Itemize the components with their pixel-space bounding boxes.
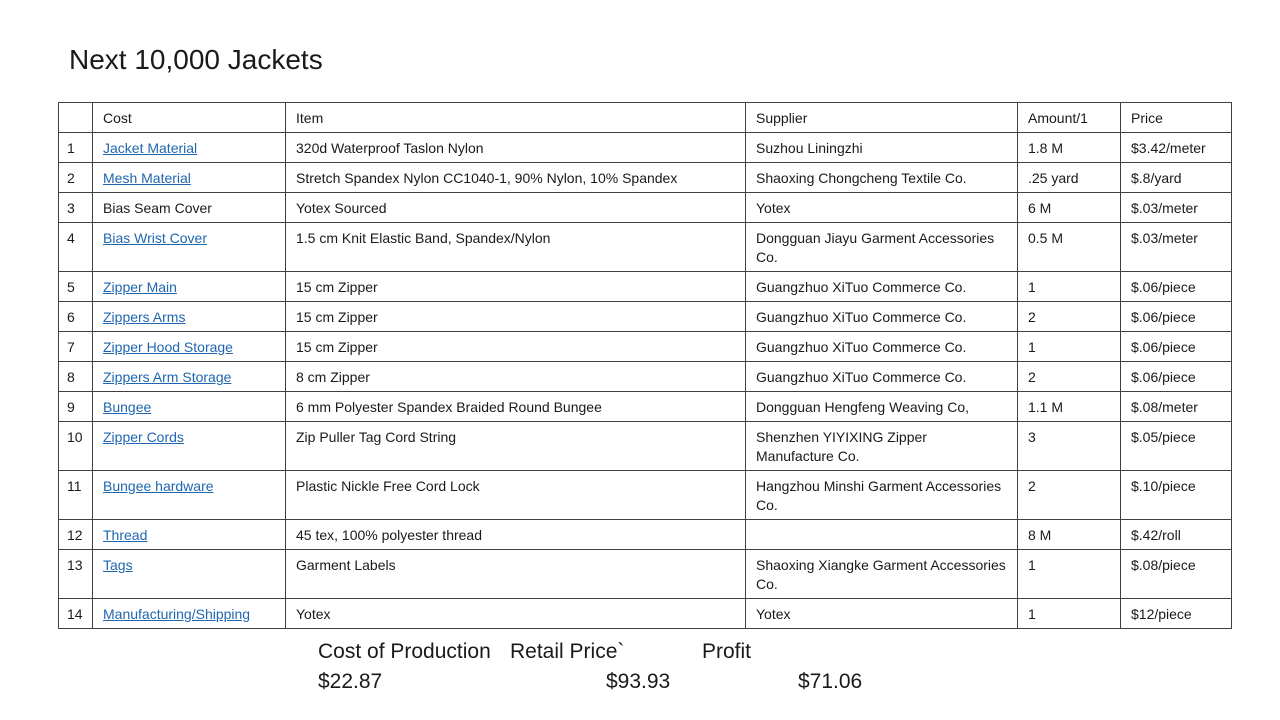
table-row [59, 193, 1232, 223]
table-row [59, 599, 1232, 629]
price-cell: $3.42/meter [1121, 133, 1232, 163]
amount-cell: 2 [1018, 302, 1121, 332]
page-title: Next 10,000 Jackets [69, 44, 323, 75]
amount-cell: 8 M [1018, 520, 1121, 550]
row-number: 8 [59, 362, 93, 392]
item-cell: 8 cm Zipper [286, 362, 746, 392]
table-row [59, 163, 1232, 193]
amount-cell: 2 [1018, 471, 1121, 520]
supplier-cell: Shaoxing Xiangke Garment Accessories Co. [746, 550, 1018, 599]
table-row [59, 392, 1232, 422]
amount-cell: 1 [1018, 550, 1121, 599]
header-cost: Cost [93, 103, 286, 133]
cost-link[interactable]: Bias Wrist Cover [103, 230, 207, 246]
cost-link[interactable]: Manufacturing/Shipping [103, 606, 251, 622]
supplier-cell: Suzhou Liningzhi [746, 133, 1018, 163]
table-row [59, 362, 1232, 392]
profit-label: Profit [702, 640, 752, 663]
header-item: Item [286, 103, 746, 133]
row-number: 6 [59, 302, 93, 332]
price-cell: $.03/meter [1121, 193, 1232, 223]
amount-cell: 3 [1018, 422, 1121, 471]
price-cell: $.03/meter [1121, 223, 1232, 272]
supplier-cell: Dongguan Jiayu Garment Accessories Co. [746, 223, 1018, 272]
amount-cell: 6 M [1018, 193, 1121, 223]
cost-link[interactable]: Jacket Material [103, 140, 198, 156]
cost-cell [93, 520, 286, 550]
row-number: 1 [59, 133, 93, 163]
row-number: 14 [59, 599, 93, 629]
price-cell: $.42/roll [1121, 520, 1232, 550]
supplier-cell [746, 520, 1018, 550]
header-supplier: Supplier [746, 103, 1018, 133]
row-number: 13 [59, 550, 93, 599]
supplier-cell: Guangzhuo XiTuo Commerce Co. [746, 302, 1018, 332]
cost-cell [93, 550, 286, 599]
item-cell: Zip Puller Tag Cord String [286, 422, 746, 471]
price-cell: $.08/piece [1121, 550, 1232, 599]
table-row [59, 133, 1232, 163]
row-number: 4 [59, 223, 93, 272]
row-number: 9 [59, 392, 93, 422]
cost-cell [93, 272, 286, 302]
table-row [59, 550, 1232, 599]
table-header-row [59, 103, 1232, 133]
item-cell: Plastic Nickle Free Cord Lock [286, 471, 746, 520]
header-amount: Amount/1 [1018, 103, 1121, 133]
retail-price-value: $93.93 [606, 670, 671, 693]
cost-cell [93, 362, 286, 392]
table-row [59, 302, 1232, 332]
row-number: 10 [59, 422, 93, 471]
row-number: 5 [59, 272, 93, 302]
table-row [59, 471, 1232, 520]
cost-cell [93, 392, 286, 422]
supplier-cell: Dongguan Hengfeng Weaving Co, [746, 392, 1018, 422]
cost-cell [93, 302, 286, 332]
amount-cell: 1 [1018, 332, 1121, 362]
price-cell: $.08/meter [1121, 392, 1232, 422]
cost-link[interactable]: Zippers Arms [103, 309, 186, 325]
price-cell: $.10/piece [1121, 471, 1232, 520]
cost-cell [93, 133, 286, 163]
cost-link[interactable]: Bungee [103, 399, 152, 415]
amount-cell: 0.5 M [1018, 223, 1121, 272]
item-cell: 15 cm Zipper [286, 272, 746, 302]
supplier-cell: Hangzhou Minshi Garment Accessories Co. [746, 471, 1018, 520]
cost-link[interactable]: Zippers Arm Storage [103, 369, 232, 385]
row-number: 7 [59, 332, 93, 362]
cost-cell [93, 599, 286, 629]
cost-cell [93, 223, 286, 272]
price-cell: $.06/piece [1121, 362, 1232, 392]
item-cell: Yotex Sourced [286, 193, 746, 223]
amount-cell: 1 [1018, 599, 1121, 629]
supplier-cell: Guangzhuo XiTuo Commerce Co. [746, 332, 1018, 362]
cost-link[interactable]: Tags [103, 557, 133, 573]
amount-cell: 1 [1018, 272, 1121, 302]
supplier-cell: Shaoxing Chongcheng Textile Co. [746, 163, 1018, 193]
item-cell: Garment Labels [286, 550, 746, 599]
cost-cell: Bias Seam Cover [93, 193, 286, 223]
supplier-cell: Guangzhuo XiTuo Commerce Co. [746, 272, 1018, 302]
amount-cell: 1.1 M [1018, 392, 1121, 422]
amount-cell: 2 [1018, 362, 1121, 392]
cost-of-production-value: $22.87 [318, 670, 383, 693]
header-index [59, 103, 93, 133]
price-cell: $.06/piece [1121, 302, 1232, 332]
amount-cell: 1.8 M [1018, 133, 1121, 163]
item-cell: 45 tex, 100% polyester thread [286, 520, 746, 550]
price-cell: $.05/piece [1121, 422, 1232, 471]
table-row [59, 272, 1232, 302]
supplier-cell: Guangzhuo XiTuo Commerce Co. [746, 362, 1018, 392]
table-row [59, 332, 1232, 362]
supplier-cell: Shenzhen YIYIXING Zipper Manufacture Co. [746, 422, 1018, 471]
amount-cell: .25 yard [1018, 163, 1121, 193]
price-cell: $.8/yard [1121, 163, 1232, 193]
cost-link[interactable]: Thread [103, 527, 148, 543]
cost-link[interactable]: Bungee hardware [103, 478, 214, 494]
item-cell: 6 mm Polyester Spandex Braided Round Bungee [286, 392, 746, 422]
item-cell: Yotex [286, 599, 746, 629]
table-row [59, 520, 1232, 550]
row-number: 12 [59, 520, 93, 550]
cost-table [58, 102, 1232, 629]
item-cell: 320d Waterproof Taslon Nylon [286, 133, 746, 163]
cost-cell [93, 422, 286, 471]
cost-link[interactable]: Zipper Hood Storage [103, 339, 233, 355]
profit-value: $71.06 [798, 670, 863, 693]
row-number: 2 [59, 163, 93, 193]
table-row [59, 223, 1232, 272]
row-number: 3 [59, 193, 93, 223]
cost-link[interactable]: Mesh Material [103, 170, 191, 186]
header-price: Price [1121, 103, 1232, 133]
price-cell: $.06/piece [1121, 332, 1232, 362]
table-row [59, 422, 1232, 471]
item-cell: 15 cm Zipper [286, 302, 746, 332]
item-cell: 1.5 cm Knit Elastic Band, Spandex/Nylon [286, 223, 746, 272]
price-cell: $.06/piece [1121, 272, 1232, 302]
supplier-cell: Yotex [746, 599, 1018, 629]
cost-link[interactable]: Zipper Main [103, 279, 177, 295]
row-number: 11 [59, 471, 93, 520]
cost-of-production-label: Cost of Production [318, 640, 491, 663]
cost-cell [93, 163, 286, 193]
summary-panel [308, 636, 980, 720]
cost-cell [93, 332, 286, 362]
item-cell: Stretch Spandex Nylon CC1040-1, 90% Nylon, 10% Spandex [286, 163, 746, 193]
price-cell: $12/piece [1121, 599, 1232, 629]
item-cell: 15 cm Zipper [286, 332, 746, 362]
retail-price-label: Retail Price` [510, 640, 625, 663]
cost-link[interactable]: Zipper Cords [103, 429, 184, 445]
cost-cell [93, 471, 286, 520]
supplier-cell: Yotex [746, 193, 1018, 223]
